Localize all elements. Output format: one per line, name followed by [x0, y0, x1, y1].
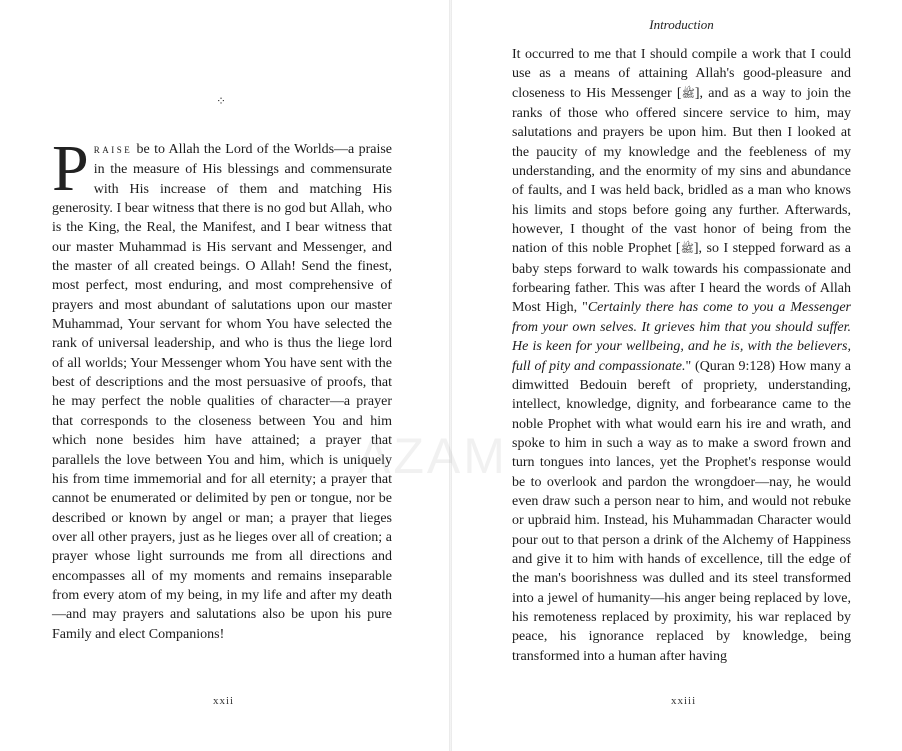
left-body-text: be to Allah the Lord of the Worlds—a praise in the measure of His blessings and commensurate with His increase of them and matching His generosity. I bear witness that there is no god but Allah, who is the King, the Real, the Manifest, and I bear witness that our master Muhammad is His servant and Messenger, and the master of all created beings. O Allah! Send the finest, most perfect, most enduring, and most comprehensive of prayers and most abundant of salutations upon our master Muhammad, Your servant for whom You have selected the rank of universal leadership, and who is thus the liege lord of all worlds; Your Messenger whom You have sent with the best of descriptions and the most persuasive of proofs, that he may perfect the noble qualities of character—a prayer that corresponds to the closeness between You and him which none besides him have attained; a prayer that parallels the love between You and him, which is uniquely his from time immemorial and for all eternity; a prayer that cannot be enumerated or delimited by pen or tongue, nor be described or known by angel or man; a prayer that lieges over all other prayers, just as he lieges over all of creation; a prayer whose light surrounds me from all directions and encompasses all of my moments and remains inseparable from every atom of my being, in my life and after my death—and may prayers and salutations also be upon his pure Family and elect Companions!: [52, 142, 392, 642]
right-text-part2: ], and as a way to join the ranks of those who offered sincere service to him, may salutations and prayers be upon him. But then I looked at the paucity of my knowledge and the feebleness of my understanding, and the enormity of my sins and abundance of faults, and I was held back, bridled as a man who knows his limits and stops before going any further. Afterwards, however, I thought of the vast honor of being from the nation of this noble Prophet [: [512, 85, 851, 257]
right-text-part1: It occurred to me that I should compile a work that I could use as a means of attaining Allah's good-pleasure and closeness to His Messenger [: [512, 47, 851, 101]
quran-quote: Certainly there has come to you a Messenger from your own selves. It grieves him that you should suffer. He is keen for your wellbeing, and he is, with the believers, full of pity and compassionate.: [512, 300, 851, 374]
right-text-part3: ], so I stepped forward as a baby steps forward to walk towards his compassionate and forbearing father. This was after I heard the words of Allah Most High, ": [512, 241, 851, 316]
honorific-icon: ﷺ: [681, 87, 695, 100]
ornament-icon: ⁘: [215, 94, 227, 108]
honorific-icon: ﷺ: [680, 243, 694, 256]
lead-smallcaps: RAISE: [93, 145, 133, 155]
folio-left: xxii: [213, 695, 235, 707]
running-head: Introduction: [649, 17, 714, 32]
right-page-body: [512, 45, 851, 666]
left-page-body: [52, 132, 392, 644]
drop-cap: P: [52, 132, 89, 205]
watermark: AZAM: [357, 428, 508, 484]
right-text-part4: " (Quran 9:128) How many a dimwitted Bedouin bereft of propriety, understanding, intellect, knowledge, dignity, and forbearance came to the noble Prophet with what would earn his ire and wrath, and spoke to him in such a way as to make a sword frown and turn tongues into lances, yet the Prophet's response would be to overlook and pardon the wrongdoer—nay, he would even draw such a person near to him, and would not rebuke or upbraid him. Instead, his Muhammadan Character would pour out to that person a drink of the Alchemy of Happiness and give it to him with hands of excellence, till the edge of the man's boorishness was dulled and its steel transformed into a jewel of humanity—his anger being replaced by love, his remoteness replaced by proximity, his war replaced by peace, his ignorance replaced by knowledge, being transformed into a human after having: [512, 358, 852, 664]
folio-right: xxiii: [671, 695, 697, 707]
